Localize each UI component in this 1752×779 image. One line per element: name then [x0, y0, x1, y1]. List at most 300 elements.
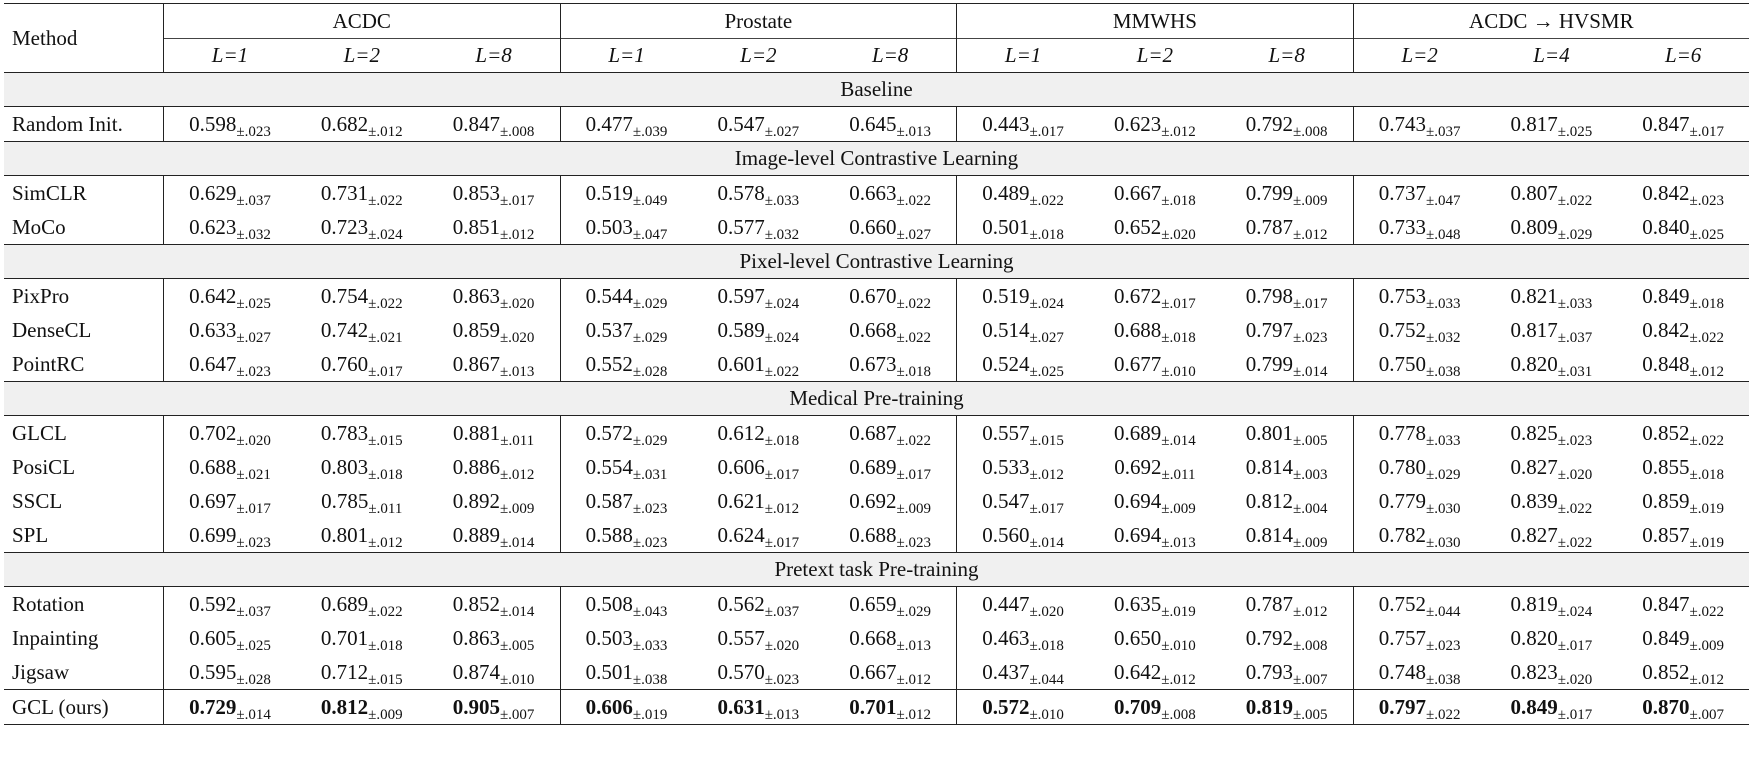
score-mean: 0.852 — [1642, 659, 1690, 684]
score-cell — [693, 621, 825, 655]
score-std: ±.018 — [1161, 192, 1196, 209]
score-mean: 0.702 — [189, 420, 237, 445]
score-mean: 0.827 — [1510, 522, 1558, 547]
score-mean: 0.701 — [320, 625, 369, 650]
score-std: ±.031 — [632, 466, 668, 483]
score-cell — [560, 210, 692, 245]
score-std: ±.010 — [1029, 706, 1064, 723]
score-cell — [957, 347, 1089, 382]
score-cell — [1617, 484, 1749, 518]
score-mean: 0.814 — [1245, 454, 1294, 479]
score-mean: 0.793 — [1245, 659, 1294, 684]
method-name: Jigsaw — [4, 655, 164, 690]
score-cell — [693, 655, 825, 690]
score-cell — [693, 416, 825, 451]
score-mean: 0.819 — [1245, 694, 1294, 719]
score-cell — [296, 347, 428, 382]
score-std: ±.007 — [1689, 706, 1724, 723]
score-cell — [164, 313, 296, 347]
score-std: ±.013 — [499, 363, 535, 380]
score-std: ±.022 — [896, 295, 931, 312]
score-mean: 0.533 — [982, 454, 1030, 479]
score-cell — [957, 279, 1089, 314]
score-std: ±.020 — [1557, 671, 1593, 688]
score-mean: 0.572 — [982, 694, 1030, 719]
score-std: ±.022 — [896, 329, 931, 346]
score-std: ±.033 — [632, 637, 668, 654]
score-std: ±.038 — [1426, 363, 1461, 380]
score-mean: 0.635 — [1114, 591, 1162, 616]
score-mean: 0.779 — [1378, 488, 1426, 513]
score-cell — [957, 450, 1089, 484]
score-cell — [164, 518, 296, 553]
score-std: ±.020 — [499, 329, 535, 346]
score-std: ±.017 — [236, 500, 271, 517]
sub-column-header: L=8 — [428, 39, 560, 73]
score-cell — [428, 518, 560, 553]
score-cell — [1221, 450, 1353, 484]
score-mean: 0.692 — [1114, 454, 1162, 479]
score-mean: 0.799 — [1245, 351, 1294, 376]
score-mean: 0.842 — [1642, 180, 1690, 205]
score-std: ±.012 — [1689, 671, 1724, 688]
score-std: ±.022 — [368, 603, 403, 620]
method-header: Method — [4, 4, 164, 73]
score-std: ±.029 — [896, 603, 931, 620]
score-mean: 0.633 — [189, 317, 237, 342]
score-std: ±.012 — [1161, 671, 1196, 688]
score-cell — [1089, 655, 1221, 690]
score-cell — [428, 484, 560, 518]
score-cell — [560, 313, 692, 347]
score-std: ±.037 — [1426, 123, 1461, 140]
score-cell — [824, 655, 956, 690]
score-cell — [560, 279, 692, 314]
score-std: ±.012 — [1293, 603, 1328, 620]
score-cell — [560, 107, 692, 142]
table-row — [4, 587, 1749, 622]
score-mean: 0.587 — [585, 488, 633, 513]
score-mean: 0.677 — [1114, 351, 1162, 376]
score-std: ±.017 — [1557, 706, 1593, 723]
score-cell — [1089, 416, 1221, 451]
method-name: DenseCL — [4, 313, 164, 347]
score-cell — [1353, 484, 1485, 518]
score-std: ±.030 — [1426, 500, 1461, 517]
score-cell — [1221, 176, 1353, 211]
table-row — [4, 176, 1749, 211]
score-cell — [1221, 621, 1353, 655]
score-std: ±.023 — [1689, 192, 1724, 209]
score-std: ±.032 — [236, 226, 271, 243]
score-std: ±.022 — [896, 192, 931, 209]
score-std: ±.023 — [236, 363, 271, 380]
score-cell — [1617, 313, 1749, 347]
score-cell — [1486, 655, 1618, 690]
score-cell — [164, 450, 296, 484]
score-mean: 0.601 — [717, 351, 765, 376]
section-header-row — [4, 553, 1749, 587]
score-mean: 0.817 — [1510, 111, 1558, 136]
table-row — [4, 655, 1749, 690]
score-mean: 0.742 — [320, 317, 369, 342]
score-cell — [164, 587, 296, 622]
score-mean: 0.863 — [452, 625, 500, 650]
score-cell — [693, 210, 825, 245]
score-mean: 0.847 — [1642, 591, 1690, 616]
table-row — [4, 690, 1749, 725]
score-cell — [1486, 621, 1618, 655]
score-mean: 0.874 — [452, 659, 500, 684]
score-std: ±.033 — [1426, 432, 1461, 449]
score-mean: 0.554 — [585, 454, 633, 479]
score-std: ±.048 — [1426, 226, 1461, 243]
score-mean: 0.820 — [1510, 351, 1558, 376]
score-std: ±.024 — [368, 226, 403, 243]
score-mean: 0.689 — [1114, 420, 1162, 445]
score-mean: 0.562 — [717, 591, 765, 616]
score-std: ±.020 — [1557, 466, 1593, 483]
score-mean: 0.787 — [1245, 214, 1294, 239]
score-std: ±.012 — [1689, 363, 1724, 380]
score-std: ±.027 — [896, 226, 931, 243]
score-cell — [1221, 416, 1353, 451]
score-mean: 0.624 — [717, 522, 765, 547]
score-cell — [428, 416, 560, 451]
score-cell — [296, 176, 428, 211]
score-std: ±.018 — [1029, 637, 1064, 654]
score-mean: 0.645 — [849, 111, 897, 136]
table-row — [4, 279, 1749, 314]
score-std: ±.023 — [896, 534, 931, 551]
score-std: ±.020 — [236, 432, 271, 449]
score-cell — [824, 416, 956, 451]
score-mean: 0.814 — [1245, 522, 1294, 547]
score-std: ±.028 — [236, 671, 271, 688]
score-mean: 0.729 — [189, 694, 237, 719]
score-cell — [1486, 176, 1618, 211]
score-mean: 0.489 — [982, 180, 1030, 205]
score-mean: 0.660 — [849, 214, 897, 239]
score-std: ±.008 — [499, 123, 535, 140]
score-cell — [164, 210, 296, 245]
score-std: ±.022 — [1689, 432, 1724, 449]
score-mean: 0.881 — [452, 420, 501, 445]
score-mean: 0.743 — [1378, 111, 1426, 136]
score-std: ±.038 — [632, 671, 668, 688]
score-std: ±.012 — [1161, 123, 1196, 140]
sub-column-header: L=4 — [1486, 39, 1618, 73]
score-mean: 0.508 — [585, 591, 633, 616]
score-std: ±.017 — [499, 192, 535, 209]
score-std: ±.011 — [500, 432, 535, 449]
score-cell — [824, 313, 956, 347]
score-std: ±.017 — [1029, 500, 1064, 517]
score-cell — [1353, 655, 1485, 690]
score-mean: 0.501 — [982, 214, 1030, 239]
score-std: ±.018 — [1689, 295, 1724, 312]
score-std: ±.025 — [236, 295, 271, 312]
score-mean: 0.647 — [189, 351, 237, 376]
score-cell — [1617, 176, 1749, 211]
score-std: ±.022 — [368, 192, 403, 209]
score-std: ±.012 — [368, 123, 403, 140]
score-cell — [1089, 690, 1221, 725]
score-cell — [1089, 484, 1221, 518]
score-cell — [560, 484, 692, 518]
score-mean: 0.851 — [452, 214, 500, 239]
score-mean: 0.821 — [1510, 283, 1558, 308]
score-std: ±.007 — [499, 706, 535, 723]
score-mean: 0.820 — [1510, 625, 1558, 650]
score-std: ±.019 — [632, 706, 668, 723]
score-cell — [1486, 450, 1618, 484]
score-std: ±.033 — [1557, 295, 1593, 312]
score-mean: 0.663 — [849, 180, 897, 205]
score-cell — [824, 587, 956, 622]
score-cell — [560, 176, 692, 211]
score-std: ±.018 — [368, 466, 403, 483]
score-cell — [1617, 279, 1749, 314]
score-std: ±.012 — [764, 500, 800, 517]
score-cell — [560, 518, 692, 553]
group-header-acdc: ACDC — [164, 4, 561, 39]
score-mean: 0.817 — [1510, 317, 1558, 342]
score-mean: 0.803 — [320, 454, 369, 479]
score-mean: 0.812 — [320, 694, 369, 719]
score-mean: 0.642 — [1114, 659, 1162, 684]
score-mean: 0.701 — [849, 694, 897, 719]
score-cell — [1486, 518, 1618, 553]
score-cell — [1089, 313, 1221, 347]
score-mean: 0.688 — [189, 454, 237, 479]
score-mean: 0.560 — [982, 522, 1030, 547]
score-std: ±.024 — [764, 295, 800, 312]
score-std: ±.038 — [1426, 671, 1461, 688]
score-cell — [428, 176, 560, 211]
score-mean: 0.537 — [585, 317, 633, 342]
score-mean: 0.577 — [717, 214, 765, 239]
score-cell — [560, 416, 692, 451]
score-mean: 0.673 — [849, 351, 897, 376]
score-cell — [824, 621, 956, 655]
score-mean: 0.631 — [717, 694, 765, 719]
score-std: ±.021 — [368, 329, 403, 346]
score-std: ±.014 — [499, 603, 535, 620]
score-cell — [296, 210, 428, 245]
score-cell — [1353, 313, 1485, 347]
sub-column-header: L=6 — [1617, 39, 1749, 73]
score-std: ±.022 — [368, 295, 403, 312]
table-row — [4, 621, 1749, 655]
score-cell — [1353, 347, 1485, 382]
score-mean: 0.754 — [320, 283, 369, 308]
score-mean: 0.760 — [320, 351, 369, 376]
score-std: ±.009 — [368, 706, 403, 723]
score-std: ±.015 — [1029, 432, 1064, 449]
score-std: ±.018 — [368, 637, 403, 654]
score-std: ±.009 — [1161, 500, 1196, 517]
score-mean: 0.694 — [1114, 522, 1162, 547]
score-cell — [560, 655, 692, 690]
score-std: ±.029 — [632, 295, 668, 312]
method-name: PointRC — [4, 347, 164, 382]
score-std: ±.029 — [1557, 226, 1593, 243]
score-std: ±.022 — [1557, 534, 1593, 551]
score-std: ±.030 — [1426, 534, 1461, 551]
score-mean: 0.694 — [1114, 488, 1162, 513]
score-std: ±.027 — [1029, 329, 1064, 346]
score-std: ±.021 — [236, 466, 271, 483]
score-cell — [1353, 107, 1485, 142]
score-cell — [1221, 279, 1353, 314]
score-mean: 0.547 — [717, 111, 765, 136]
score-mean: 0.825 — [1510, 420, 1558, 445]
score-std: ±.013 — [764, 706, 800, 723]
score-cell — [1617, 416, 1749, 451]
score-std: ±.011 — [368, 500, 403, 517]
score-std: ±.022 — [1029, 192, 1064, 209]
score-cell — [957, 655, 1089, 690]
score-std: ±.014 — [1161, 432, 1196, 449]
score-cell — [824, 690, 956, 725]
score-std: ±.022 — [1689, 329, 1724, 346]
score-cell — [560, 690, 692, 725]
score-cell — [1221, 655, 1353, 690]
score-cell — [560, 587, 692, 622]
score-mean: 0.801 — [1245, 420, 1294, 445]
table-row — [4, 450, 1749, 484]
score-cell — [824, 107, 956, 142]
score-mean: 0.598 — [189, 111, 237, 136]
score-mean: 0.597 — [717, 283, 765, 308]
score-mean: 0.839 — [1510, 488, 1558, 513]
score-std: ±.017 — [764, 466, 800, 483]
score-cell — [1486, 416, 1618, 451]
score-cell — [1353, 416, 1485, 451]
group-header-mmwhs: MMWHS — [957, 4, 1354, 39]
score-mean: 0.819 — [1510, 591, 1558, 616]
score-std: ±.013 — [896, 123, 931, 140]
score-std: ±.014 — [236, 706, 271, 723]
score-std: ±.003 — [1293, 466, 1328, 483]
score-std: ±.012 — [896, 671, 931, 688]
score-cell — [693, 313, 825, 347]
score-mean: 0.892 — [452, 488, 500, 513]
score-mean: 0.642 — [189, 283, 237, 308]
score-mean: 0.557 — [717, 625, 765, 650]
score-mean: 0.697 — [189, 488, 237, 513]
sub-column-header: L=2 — [296, 39, 428, 73]
score-std: ±.022 — [1426, 706, 1461, 723]
score-cell — [428, 587, 560, 622]
score-std: ±.024 — [1029, 295, 1064, 312]
score-cell — [957, 690, 1089, 725]
score-cell — [1353, 621, 1485, 655]
score-std: ±.031 — [1557, 363, 1593, 380]
sub-column-header: L=1 — [957, 39, 1089, 73]
score-mean: 0.840 — [1642, 214, 1690, 239]
score-mean: 0.463 — [982, 625, 1030, 650]
score-std: ±.010 — [1161, 637, 1196, 654]
score-cell — [1221, 518, 1353, 553]
score-std: ±.020 — [1161, 226, 1196, 243]
score-mean: 0.606 — [585, 694, 633, 719]
score-cell — [1617, 587, 1749, 622]
score-cell — [428, 621, 560, 655]
score-cell — [957, 587, 1089, 622]
score-cell — [957, 621, 1089, 655]
score-cell — [957, 210, 1089, 245]
score-mean: 0.623 — [1114, 111, 1162, 136]
score-mean: 0.606 — [717, 454, 765, 479]
score-cell — [957, 176, 1089, 211]
score-mean: 0.557 — [982, 420, 1030, 445]
score-std: ±.047 — [1426, 192, 1461, 209]
score-cell — [824, 484, 956, 518]
score-mean: 0.807 — [1510, 180, 1558, 205]
score-cell — [957, 416, 1089, 451]
score-std: ±.020 — [1029, 603, 1064, 620]
score-std: ±.023 — [632, 534, 668, 551]
score-mean: 0.750 — [1378, 351, 1426, 376]
score-cell — [1617, 518, 1749, 553]
score-cell — [428, 210, 560, 245]
score-mean: 0.699 — [189, 522, 237, 547]
sub-column-header: L=8 — [1221, 39, 1353, 73]
score-mean: 0.823 — [1510, 659, 1558, 684]
score-cell — [1353, 279, 1485, 314]
score-mean: 0.797 — [1245, 317, 1294, 342]
score-mean: 0.688 — [1114, 317, 1162, 342]
score-cell — [164, 621, 296, 655]
method-name: GCL (ours) — [4, 690, 164, 725]
sub-column-header: L=8 — [824, 39, 956, 73]
score-std: ±.014 — [1029, 534, 1064, 551]
score-mean: 0.849 — [1642, 625, 1690, 650]
score-cell — [1486, 347, 1618, 382]
score-mean: 0.592 — [189, 591, 237, 616]
score-mean: 0.650 — [1114, 625, 1162, 650]
score-cell — [824, 176, 956, 211]
score-std: ±.008 — [1293, 123, 1328, 140]
sub-column-header: L=1 — [164, 39, 296, 73]
score-mean: 0.855 — [1642, 454, 1690, 479]
score-cell — [1486, 484, 1618, 518]
score-std: ±.012 — [368, 534, 403, 551]
score-cell — [1353, 587, 1485, 622]
score-mean: 0.688 — [849, 522, 897, 547]
score-std: ±.019 — [1689, 534, 1724, 551]
score-std: ±.014 — [1293, 363, 1328, 380]
score-std: ±.005 — [1293, 706, 1328, 723]
score-std: ±.013 — [1161, 534, 1196, 551]
score-mean: 0.668 — [849, 625, 897, 650]
score-mean: 0.519 — [982, 283, 1030, 308]
score-std: ±.039 — [632, 123, 668, 140]
sub-column-header: L=2 — [693, 39, 825, 73]
score-std: ±.022 — [1557, 192, 1593, 209]
score-std: ±.029 — [1426, 466, 1461, 483]
score-mean: 0.889 — [452, 522, 500, 547]
section-title: Image-level Contrastive Learning — [4, 142, 1749, 176]
method-name: Inpainting — [4, 621, 164, 655]
score-mean: 0.783 — [320, 420, 369, 445]
method-name: GLCL — [4, 416, 164, 451]
score-std: ±.037 — [764, 603, 800, 620]
score-mean: 0.801 — [320, 522, 369, 547]
score-std: ±.037 — [236, 192, 271, 209]
